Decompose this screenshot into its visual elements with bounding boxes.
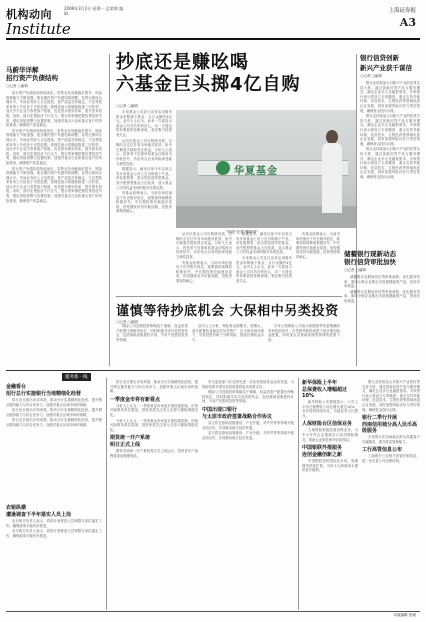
right-body-p2: 银行业持续加大对新兴产业的信贷支持力度，通过创新信贷产品与服务模式，满足企业多元化融资需求。多家银行表示将设立专项额度，重点支持节能环保、信息技术、生物医药等领域优质企业发展，同时加强风险评估与贷后管理，确保资金投向合理。	[360, 114, 420, 146]
right2-body-p2: 储蓄银行近期加快信贷审批流程，优化服务效率，面向小微企业推出多款便捷融资产品，受到市场欢迎。	[344, 289, 420, 303]
main-body-p2: 从历次基金公司自购情况看，自购时点往往并非市场绝对底部，但中长期看多数取得正收益。分析人士表示，投资者不宜简单将基金自购视为抄底信号，仍应结合自身风险承受能力理性投资。	[116, 138, 172, 166]
right-body-p3: 银行业持续加大对新兴产业的信贷支持力度，通过创新信贷产品与服务模式，满足企业多元化融资需求。多家银行表示将设立专项额度，重点支持节能环保、信息技术、生物医药等领域优质企业发展，同时加强风险评估与贷后管理，确保资金投向合理。	[360, 147, 420, 179]
brief-6-headline: 新华保险上半年	[302, 380, 338, 386]
brief-1-body: 招行近日推出多项举措，推动分行实施精细化经营，提升网点服务能力与综合竞争力，加强对重点区域市场的深耕。 招行近日推出多项举措，推动分行实施精细化经营，提升网点服务能力与综合竞争力，加强对重点区域市场的深耕。 招行近日推出多项举措，推动分行实施精细化经营，提升网点服务能力与综合竞争力，加强对重点区域市场的深耕。	[6, 398, 102, 427]
left-body-p2: 招行资产负债结构持续优化，零售业务贡献稳步提升，风险管理能力不断加强。报告期内资产负债结构调整，存贷比保持合理水平，中间业务收入占比提高，资产质量总体稳定，不良贷款率有所上升但处于可控范围。管理层表示将继续推进二次转型，加大中小企业与零售客户拓展，优化资本使用效率，提升资本回报。同时，面对宏观经济下行压力，银行将审慎把握信贷投放节奏，强化风险预警与处置机制，加强对重点行业和重点客户的风险排查，确保资产质量稳定。	[6, 128, 102, 165]
main-body-p3: 数据显示，截至目前今年以来已有多家基金公司公告自购旗下产品，涉及股票型、混合型及债券型基金，其中股票型基金占比较高，显示基金公司对权益市场的相对乐观态度。	[116, 167, 172, 190]
right-column-divider	[356, 54, 357, 366]
right2-body	[344, 275, 420, 304]
brief-3	[110, 380, 198, 460]
brief-8-sub: 连创金融创新之新	[302, 452, 343, 459]
brief-5-lead: 有关监管部门亦在研究进一步拓宽保险资金运用渠道，为保险机构开展另类投资提供更多政策支持。 保险公司近期投资策略趋于谨慎，权益类资产配置比例维持低位，同时积极寻求另类投资机会，包括基础设施债权计划、不动产及股权投资等领域。	[202, 380, 294, 404]
main-byline: ○记者 ○编辑	[116, 104, 138, 108]
brief-9-headline: 银行二季行开展	[362, 415, 398, 422]
brief-10-body: 工商银行公告相关高管任职信息，进一步完善公司治理结构。	[362, 454, 420, 463]
main-body-col-3	[236, 232, 292, 285]
brief-5-headline: 中国出现口银行	[202, 406, 238, 413]
second-body-p1: 保险公司近期投资策略趋于谨慎，权益类资产配置比例维持低位，同时积极寻求另类投资机会，包括基础设施债权计划、不动产及股权投资等领域。	[116, 324, 188, 342]
right2-byline: ○记者 ○编辑	[344, 268, 366, 272]
photo-sign-text: 华夏基金	[234, 166, 278, 177]
brief-3-headline: 一季度金市将有新看点	[110, 396, 161, 403]
person-figure	[322, 130, 342, 210]
briefs-rule	[6, 370, 420, 371]
right-body	[360, 81, 420, 179]
left-body	[6, 91, 102, 203]
main-body-c2-p1: 从历次基金公司自购情况看，自购时点往往并非市场绝对底部，但中长期看多数取得正收益。分析人士表示，投资者不宜简单将基金自购视为抄底信号，仍应结合自身风险承受能力理性投资。	[176, 232, 232, 259]
left-byline: ○记者 ○编辑	[6, 84, 28, 88]
masthead-rule	[6, 38, 420, 40]
brief-divider-2	[298, 378, 299, 610]
page-footer	[6, 613, 420, 619]
right-article-2	[344, 250, 420, 305]
right2-headline-2: 银行信贷审批加快	[344, 258, 396, 266]
second-headline: 谨慎等待抄底机会 大保相中另类投资	[116, 304, 339, 319]
main-body-col-2	[176, 232, 232, 285]
brief-9-body: 多家银行在西南地区推出高端客户专属服务，提升财富管理能力。	[362, 435, 420, 444]
brief-5	[202, 380, 294, 441]
right-body-p1: 银行业持续加大对新兴产业的信贷支持力度，通过创新信贷产品与服务模式，满足企业多元化融资需求。多家银行表示将设立专项额度，重点支持节能环保、信息技术、生物医药等领域优质企业发展，同时加强风险评估与贷后管理，确保资金投向合理。	[360, 81, 420, 113]
right-byline: ○记者 ○编辑	[360, 74, 382, 78]
brief-1-headline: 金融看台	[6, 384, 27, 390]
right2-body-p1: 储蓄银行近期加快信贷审批流程，优化服务效率，面向小微企业推出多款便捷融资产品，受到市场欢迎。	[344, 275, 420, 289]
second-body-col-1	[116, 324, 188, 343]
right2-headline-1: 储蓄银行现新动态	[344, 250, 396, 258]
brief-4-body: 期货市场统一开户系统将正式上线运行，投资者开户流程将更加便捷规范。	[110, 449, 198, 458]
brief-9-lead: 银行业持续加大对新兴产业的信贷支持力度，通过创新信贷产品与服务模式，满足企业多元化融资需求。多家银行表示将设立专项额度，重点支持节能环保、信息技术、生物医药等领域优质企业发展，同时加强风险评估与贷后管理，确保资金投向合理。	[362, 380, 420, 412]
brief-5-body: 双方将在基础设施建设、产业升级、对外贸易等领域开展全面合作，共同推动地方经济发展。 双方将在基础设施建设、产业升级、对外贸易等领域开展全面合作，共同推动地方经济发展。	[202, 420, 294, 440]
section-tag: 服务新一线	[62, 373, 91, 381]
main-body-c3-p2: 多家基金公司近日宣布运用固有资金申购旗下基金，合计金额约4亿元。业内人士认为，此举一方面显示基金公司对后市的信心，另一方面也带有明显的营销意味，意在吸引投资者关注。	[236, 255, 292, 283]
brief-7-body: 人保财险积极拓展信保业务，为中小外贸企业提供出口信用保险服务，帮助企业防范海外收款风险。	[302, 428, 358, 442]
main-headline-line-2: 六基金巨头掷4亿自购	[116, 74, 301, 95]
main-body-c2-p2: 有基金经理表示，当前市场估值处于历史相对低位，政策面持续释放积极信号，中长期投资价值逐步显现，但短期波动仍可能加剧，投资者需保持耐心。	[176, 260, 232, 283]
brief-3-body: 分析人士认为，一季度黄金市场受多重因素影响，价格可能维持高位震荡，投资者需关注美元走势与避险情绪变化。 分析人士认为，一季度黄金市场受多重因素影响，价格可能维持高位震荡，投资者需关注美元走势与避险情绪变化。	[110, 403, 198, 432]
brief-1-sub: 招行总行实施银行当地精细化经营	[6, 391, 82, 397]
main-body-col-4	[296, 232, 340, 261]
brief-4-headline: 期货统一开户系统	[110, 435, 151, 442]
brief-10-headline: 工行高管信息公布	[362, 447, 403, 454]
main-headline-line-1: 抄底还是赚吆喝	[116, 52, 249, 73]
main-headline	[116, 52, 352, 96]
brief-9	[362, 380, 420, 465]
section-title: 机构动向	[6, 8, 52, 21]
brief-6-sub: 总保费收入增幅超过10%	[302, 387, 348, 399]
left-body-p3: 招行资产负债结构持续优化，零售业务贡献稳步提升，风险管理能力不断加强。报告期内资产负债结构调整，存贷比保持合理水平，中间业务收入占比提高，资产质量总体稳定，不良贷款率有所上升但处于可控范围。管理层表示将继续推进二次转型，加大中小企业与零售客户拓展，优化资本使用效率，提升资本回报。同时，面对宏观经济下行压力，银行将审慎把握信贷投放节奏，强化风险预警与处置机制，加强对重点行业和重点客户的风险排查，确保资产质量稳定。	[6, 166, 102, 203]
brief-5-sub: 与太原市政府签署战略合作协议	[202, 413, 273, 420]
brief-4-sub: 明日正式上线	[110, 442, 141, 449]
second-body-col-2	[192, 324, 264, 343]
brief-2-body: 农行相关负责人表示，将按计划推进人员调整与岗位落实工作，确保改革平稳有序推进。 农行相关负责人表示，将按计划推进人员调整与岗位落实工作，确保改革平稳有序推进。	[6, 519, 102, 538]
left-headline-1: 马蔚华详解	[6, 66, 39, 74]
brief-2-sub: 遭逢调查下半年落实人员上岗	[6, 512, 72, 518]
right-headline-1: 银行信贷创新	[360, 54, 399, 62]
brief-8-headline: 中国银联外推服务	[302, 445, 343, 452]
issue-date: 2009年3月2日 星期一 总第期 编辑	[64, 6, 124, 16]
brief-6	[302, 380, 358, 474]
main-body-c3-p1: 数据显示，截至目前今年以来已有多家基金公司公告自购旗下产品，涉及股票型、混合型及债券型基金，其中股票型基金占比较高，显示基金公司对权益市场的相对乐观态度。	[236, 232, 292, 255]
left-headline-2: 招行资产负债结构	[6, 74, 58, 82]
page-number: A3	[399, 16, 416, 29]
brief-divider-1	[106, 378, 107, 610]
brief-7-headline: 人保财险台区信保业务	[302, 421, 353, 428]
brief-2-headline: 农银纵横	[6, 505, 27, 511]
column-divider	[109, 54, 110, 366]
brief-9-sub: 西南信用城分高人民币高级服务	[362, 422, 418, 435]
second-body-col-3	[268, 324, 340, 343]
fund-logo-icon	[216, 161, 230, 175]
second-body-p2: 业内人士分析，保险资金期限长、规模大，适合配置收益稳定的另类资产，在当前市场环境下，另类投资有助于分散风险、提高长期收益水平。	[192, 324, 264, 342]
brief-2	[6, 505, 102, 539]
section-rule	[116, 296, 342, 297]
right-headline-2: 新兴产业获千谋信	[360, 64, 412, 72]
brief-6-body: 新华保险公布数据显示，公司上半年总保费收入同比增长超过10%，业务结构持续优化，价值业务占比提升。	[302, 400, 358, 418]
paper-name: 上海证券报	[388, 8, 416, 14]
footer-editor: 本版编辑 张晓	[393, 613, 416, 617]
left-body-p1: 招行资产负债结构持续优化，零售业务贡献稳步提升，风险管理能力不断加强。报告期内资产负债结构调整，存贷比保持合理水平，中间业务收入占比提高，资产质量总体稳定，不良贷款率有所上升但处于可控范围。管理层表示将继续推进二次转型，加大中小企业与零售客户拓展，优化资本使用效率，提升资本回报。同时，面对宏观经济下行压力，银行将审慎把握信贷投放节奏，强化风险预警与处置机制，加强对重点行业和重点客户的风险排查，确保资产质量稳定。	[6, 91, 102, 128]
brief-1	[6, 384, 102, 429]
section-title-en: Institute	[6, 20, 71, 38]
main-body-p1: 多家基金公司近日宣布运用固有资金申购旗下基金，合计金额约4亿元。业内人士认为，此举一方面显示基金公司对后市的信心，另一方面也带有明显的营销意味，意在吸引投资者关注。	[116, 110, 172, 137]
right-article	[360, 54, 420, 180]
photo-caption: "抄底"还是"赚吆喝"	[226, 230, 258, 234]
second-body-p3: 多家大型保险公司表示将继续等待更明确的市场底部信号，在控制风险的前提下逐步增加权益配置，同时加大对基础设施等领域的投资力度。	[268, 324, 340, 342]
main-body-col-1	[116, 110, 172, 215]
second-byline: ○记者 ○编辑	[116, 320, 138, 324]
brief-8-body: 中国银联加快国际化步伐，受理网络持续扩展，为持卡人跨境用卡提供更多便利。	[302, 459, 358, 473]
main-body-p4: 有基金经理表示，当前市场估值处于历史相对低位，政策面持续释放积极信号，中长期投资价值逐步显现，但短期波动仍可能加剧，投资者需保持耐心。	[116, 191, 172, 214]
left-article	[6, 66, 102, 204]
news-photo	[176, 110, 356, 228]
main-body-c4-p1: 有基金经理表示，当前市场估值处于历史相对低位，政策面持续释放积极信号，中长期投资价值逐步显现，但短期波动仍可能加剧，投资者需保持耐心。	[296, 232, 340, 259]
brief-3-lead: 招行近日推出多项举措，推动分行实施精细化经营，提升网点服务能力与综合竞争力，加强对重点区域市场的深耕。	[110, 380, 198, 394]
masthead	[6, 4, 420, 48]
